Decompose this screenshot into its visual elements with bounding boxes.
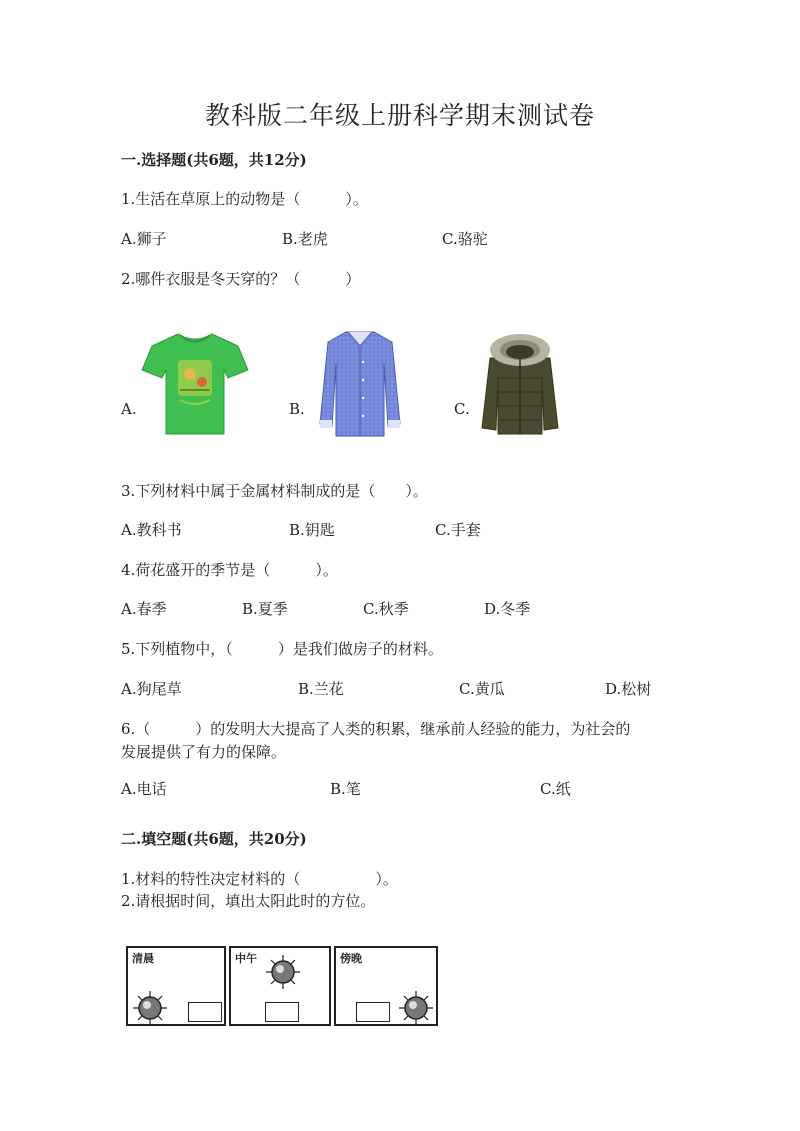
winter-coat-image [478,328,562,436]
q2-option-c[interactable]: C. [454,400,470,418]
panel-label-morning: 清晨 [132,952,154,965]
q3-option-c[interactable]: C.手套 [435,521,481,539]
sun-icon [398,990,434,1026]
page-title: 教科版二年级上册科学期末测试卷 [204,101,595,130]
q6-option-a[interactable]: A.电话 [121,780,167,798]
q3-option-b[interactable]: B.钥匙 [289,521,335,539]
question-3: 3.下列材料中属于金属材料制成的是（ ）。 [121,482,428,500]
question-6-line-2: 发展提供了有力的保障。 [121,743,287,761]
q6-option-c[interactable]: C.纸 [540,780,571,798]
panel-evening [334,946,438,1026]
blue-shirt-image [318,328,402,440]
q5-option-a[interactable]: A.狗尾草 [121,680,182,698]
q4-option-c[interactable]: C.秋季 [363,600,409,618]
green-tshirt-image [140,330,250,438]
panel-morning [126,946,226,1026]
question-5: 5.下列植物中，（ ）是我们做房子的材料。 [121,640,443,658]
panel-label-evening: 傍晚 [340,952,362,965]
q5-option-d[interactable]: D.松树 [605,680,652,698]
section1-heading: 一.选择题(共6题，共12分) [121,151,307,169]
question-2: 2.哪件衣服是冬天穿的？（ ） [121,270,361,288]
q4-option-a[interactable]: A.春季 [121,600,167,618]
q5-option-c[interactable]: C.黄瓜 [459,680,505,698]
section2-heading: 二.填空题(共6题，共20分) [121,830,307,848]
question-4: 4.荷花盛开的季节是（ ）。 [121,561,338,579]
question-1: 1.生活在草原上的动物是（ ）。 [121,190,368,208]
q6-option-b[interactable]: B.笔 [330,780,361,798]
q5-option-b[interactable]: B.兰花 [298,680,344,698]
q2-option-b[interactable]: B. [289,400,305,418]
answer-box-noon[interactable] [265,1002,299,1022]
q3-option-a[interactable]: A.教科书 [121,521,182,539]
question-6-line-1: 6.（ ）的发明大大提高了人类的积累，继承前人经验的能力，为社会的 [121,720,631,738]
fill-question-1: 1.材料的特性决定材料的（ ）。 [121,870,398,888]
panel-noon [229,946,331,1026]
answer-box-evening[interactable] [356,1002,390,1022]
sun-icon [132,990,168,1026]
q2-option-a[interactable]: A. [121,400,137,418]
panel-label-noon: 中午 [235,952,257,965]
answer-box-morning[interactable] [188,1002,222,1022]
q4-option-d[interactable]: D.冬季 [484,600,531,618]
q1-option-a[interactable]: A.狮子 [121,230,167,248]
q1-option-c[interactable]: C.骆驼 [442,230,488,248]
q1-option-b[interactable]: B.老虎 [282,230,328,248]
sun-icon [265,954,301,990]
fill-question-2: 2.请根据时间，填出太阳此时的方位。 [121,892,376,910]
q4-option-b[interactable]: B.夏季 [242,600,288,618]
